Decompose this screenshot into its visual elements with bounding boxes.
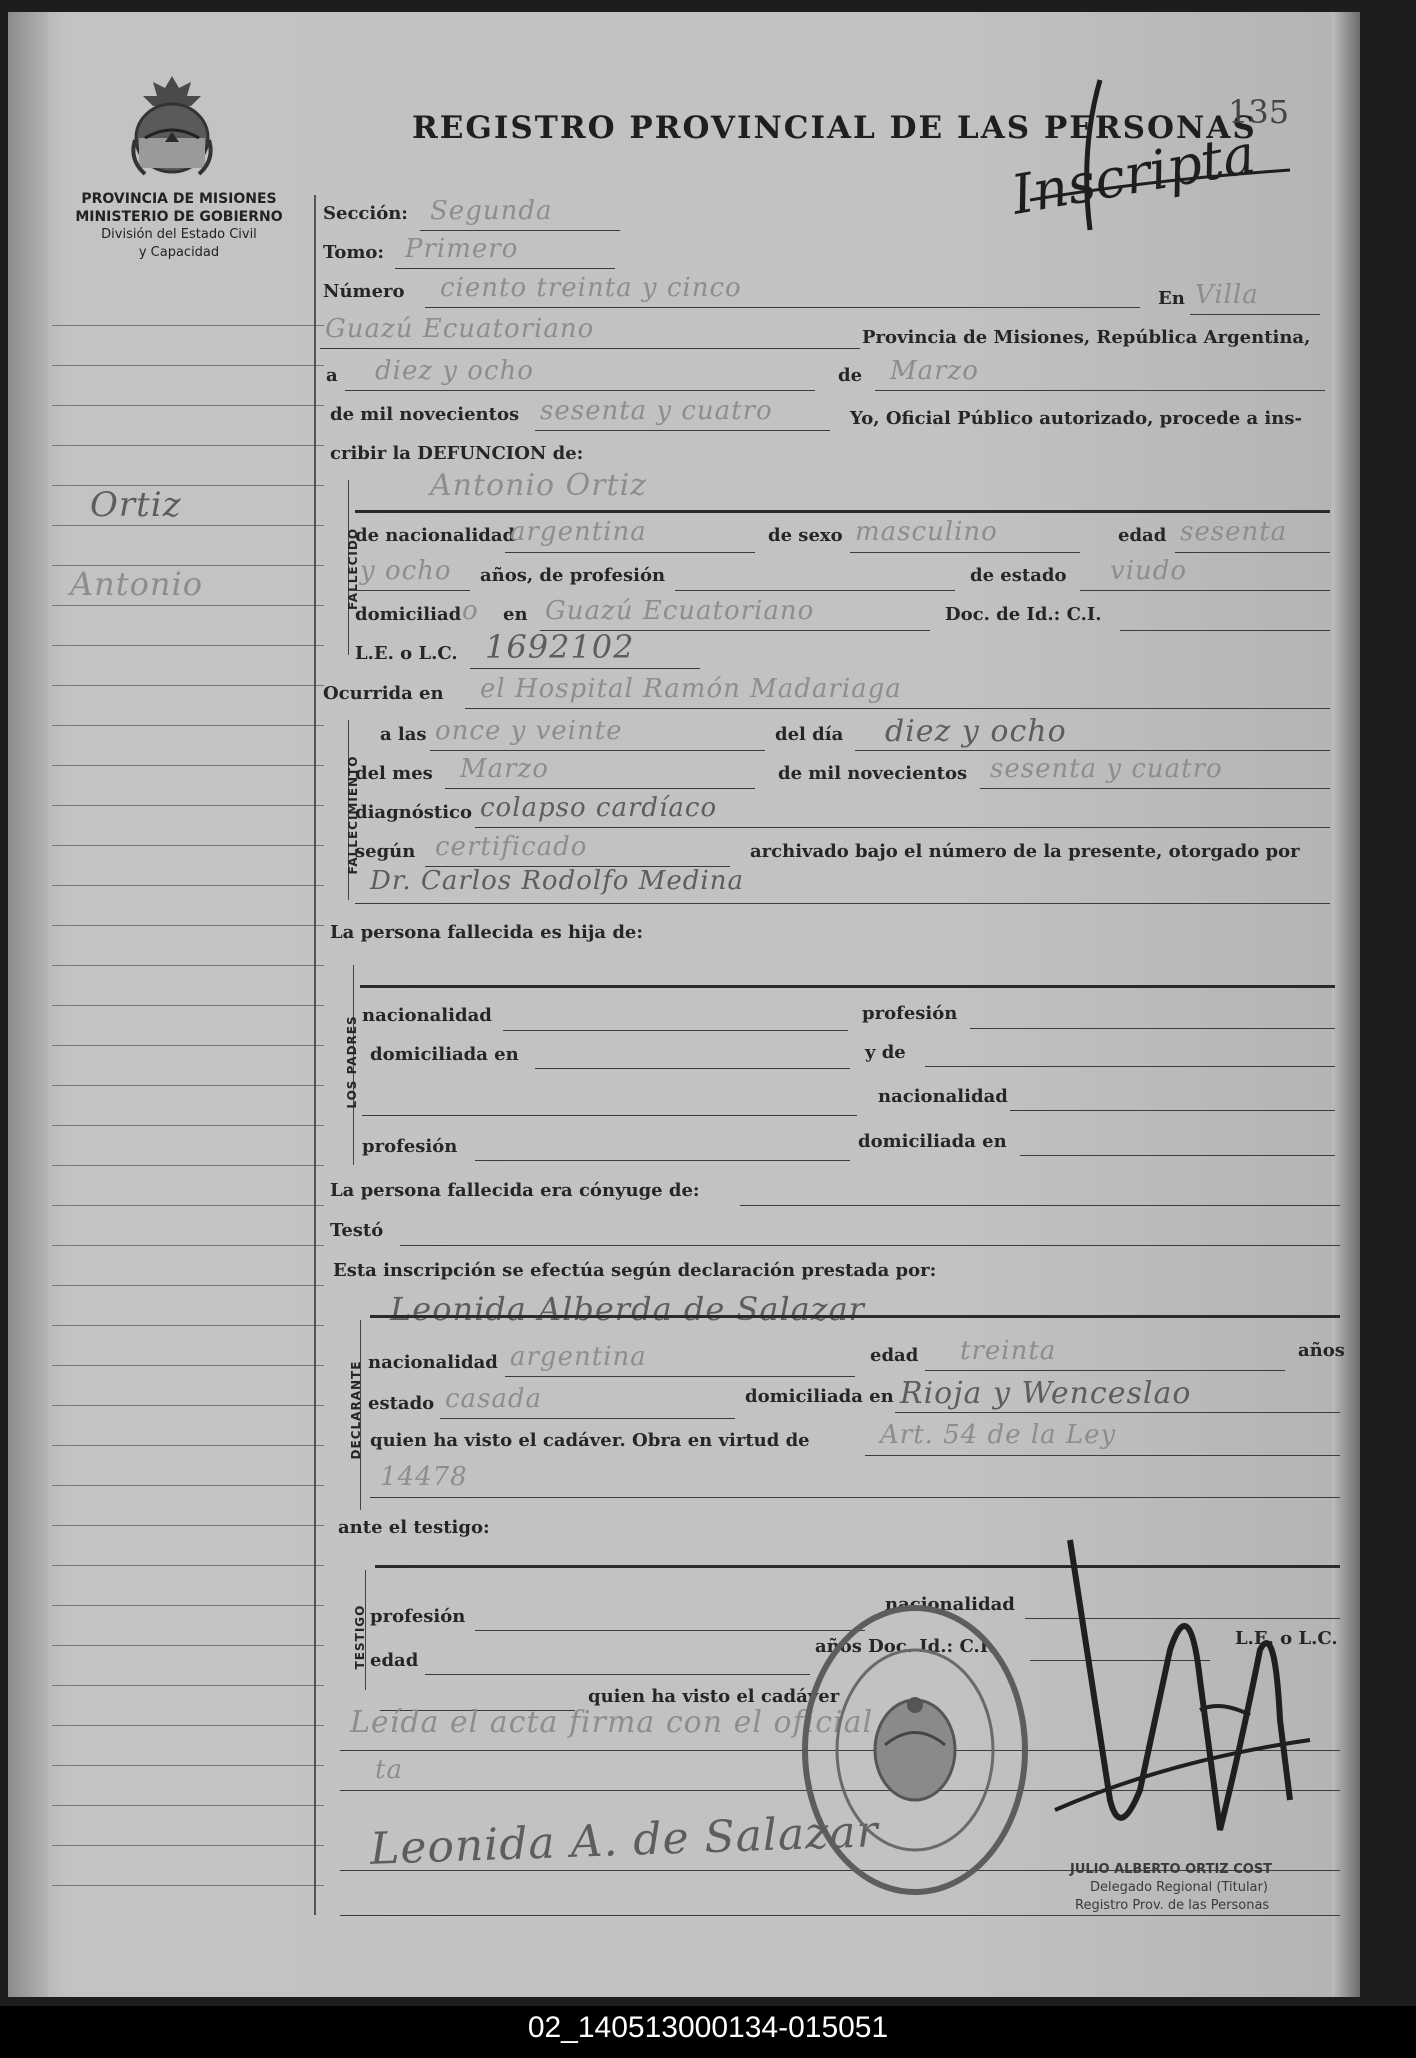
margin-rule-line <box>52 685 324 686</box>
padres-intro: La persona fallecida es hija de: <box>330 922 644 943</box>
margin-rule-line <box>52 845 324 846</box>
padre-profesion-label: profesión <box>862 1003 958 1024</box>
diagnostico-value: colapso cardíaco <box>480 793 718 823</box>
testigo-profesion-label: profesión <box>370 1606 466 1627</box>
margin-rule-line <box>52 1645 324 1646</box>
inscripta-handwriting <box>990 70 1310 240</box>
archivado-text: archivado bajo el número de la presente, otorgado por <box>750 841 1300 862</box>
le-value: 1692102 <box>485 628 635 666</box>
edad-value-2: y ocho <box>360 556 452 586</box>
margin-rule-line <box>52 765 324 766</box>
obra-en-virtud-value: Art. 54 de la Ley <box>880 1420 1117 1450</box>
division-line-1: División del Estado Civil <box>101 227 257 242</box>
official-text-2: cribir la DEFUNCION de: <box>330 443 584 464</box>
ocurrida-label: Ocurrida en <box>323 683 444 704</box>
official-text-1: Yo, Oficial Público autorizado, procede a ins- <box>850 408 1302 429</box>
segun-label: según <box>355 841 416 862</box>
testigo-section-label: TESTIGO <box>353 1604 367 1670</box>
margin-rule-line <box>52 1125 324 1126</box>
testigo-doc-label: años Doc. Id.: C.I. <box>815 1636 995 1657</box>
declarante-intro: Esta inscripción se efectúa según declaración prestada por: <box>333 1260 937 1281</box>
del-dia-label: del día <box>775 724 844 745</box>
margin-rule-line <box>52 1885 324 1886</box>
declarante-domicilio-value: Rioja y Wenceslao <box>900 1376 1192 1411</box>
declarante-anios-label: años <box>1298 1340 1345 1361</box>
numero-value: ciento treinta y cinco <box>440 273 742 303</box>
del-mes-label: del mes <box>355 763 433 784</box>
en-value: Villa <box>1195 280 1259 310</box>
seccion-value: Segunda <box>430 196 553 226</box>
testigo-le-label: L.E. o L.C. <box>1235 1628 1338 1649</box>
ocurrida-value: el Hospital Ramón Madariaga <box>480 674 902 704</box>
margin-rule-line <box>52 885 324 886</box>
page-title: REGISTRO PROVINCIAL DE LAS PERSONAS <box>412 110 1257 146</box>
margin-rule-line <box>52 1285 324 1286</box>
fallecido-section-label: FALLECIDO <box>346 527 360 611</box>
numero-label: Número <box>323 281 405 302</box>
declarante-estado-value: casada <box>445 1384 543 1414</box>
declarante-nacionalidad-value: argentina <box>510 1342 647 1372</box>
en-label: En <box>1158 288 1185 309</box>
padres-section-label: LOS PADRES <box>345 1015 359 1109</box>
margin-rule-line <box>52 1165 324 1166</box>
margin-rule-line <box>52 725 324 726</box>
testo-label: Testó <box>330 1220 384 1241</box>
mil-label: de mil novecientos <box>778 763 968 784</box>
margin-given-name: Antonio <box>70 565 203 603</box>
margin-rule-line <box>52 325 324 326</box>
margin-rule-line <box>52 965 324 966</box>
margin-rule-line <box>52 1245 324 1246</box>
margin-rule-line <box>52 605 324 606</box>
division-line-2: y Capacidad <box>138 245 220 260</box>
margin-rule-line <box>52 365 324 366</box>
doc-label: Doc. de Id.: C.I. <box>945 604 1102 625</box>
seccion-label: Sección: <box>323 203 408 224</box>
margin-rule-line <box>52 1405 324 1406</box>
anios-profesion-label: años, de profesión <box>480 565 666 586</box>
month-value: Marzo <box>890 356 979 386</box>
institution-header <box>46 190 312 262</box>
padre-domiciliada-label: domiciliada en <box>370 1044 519 1065</box>
declarante-domiciliada-label: domiciliada en <box>745 1386 894 1407</box>
page-right-edge <box>1332 12 1360 1997</box>
official-office: Registro Prov. de las Personas <box>1075 1898 1270 1913</box>
province-text: Provincia de Misiones, República Argentina, <box>862 327 1311 348</box>
margin-rule-line <box>52 1085 324 1086</box>
page-binding-edge <box>8 12 48 1997</box>
coat-of-arms-emblem <box>125 70 219 182</box>
folio-number: 135 <box>1228 93 1290 131</box>
edad-value-1: sesenta <box>1180 517 1288 547</box>
padre-nacionalidad-label: nacionalidad <box>362 1005 492 1026</box>
madre-profesion-label: profesión <box>362 1136 458 1157</box>
declarante-name: Leonida Alberda de Salazar <box>390 1290 865 1328</box>
margin-rule-line <box>52 445 324 446</box>
year-value: sesenta y cuatro <box>540 396 773 426</box>
segun-value: certificado <box>435 832 588 862</box>
dia-value: diez y ocho <box>885 714 1067 749</box>
declarante-estado-label: estado <box>368 1393 435 1414</box>
testigo-nacionalidad-label: nacionalidad <box>885 1594 1015 1615</box>
institution-line-2: MINISTERIO DE GOBIERNO <box>75 209 283 225</box>
testigo-intro: ante el testigo: <box>338 1517 490 1538</box>
tomo-value: Primero <box>405 234 519 264</box>
day-value: diez y ocho <box>375 356 534 386</box>
a-las-label: a las <box>380 724 427 745</box>
margin-rule-line <box>52 1565 324 1566</box>
margin-rule-line <box>52 1525 324 1526</box>
margin-rule-line <box>52 805 324 806</box>
margin-rule-line <box>52 1485 324 1486</box>
deceased-name: Antonio Ortiz <box>430 468 648 503</box>
declarante-edad-value: treinta <box>960 1336 1057 1366</box>
margin-rule-line <box>52 925 324 926</box>
sexo-label: de sexo <box>768 525 843 546</box>
mes-value: Marzo <box>460 754 549 784</box>
margin-rule-line <box>52 1205 324 1206</box>
nacionalidad-value: argentina <box>510 517 647 547</box>
nacionalidad-label: de nacionalidad <box>355 525 516 546</box>
sexo-value: masculino <box>855 517 998 547</box>
testigo-edad-label: edad <box>370 1650 419 1671</box>
y-de-label: y de <box>865 1042 906 1063</box>
declarante-signature: Leonida A. de Salazar <box>369 1806 880 1875</box>
diagnostico-label: diagnóstico <box>355 802 473 823</box>
margin-rule-line <box>52 525 324 526</box>
de-label: de <box>838 365 863 386</box>
tomo-label: Tomo: <box>323 242 385 263</box>
testigo-cadaver-text: quien ha visto el cadáver <box>588 1686 840 1707</box>
a-label: a <box>326 365 338 386</box>
domicilio-gender: o <box>462 596 479 626</box>
otorgado-por-value: Dr. Carlos Rodolfo Medina <box>370 866 744 896</box>
margin-rule-line <box>52 1725 324 1726</box>
le-label: L.E. o L.C. <box>355 643 458 664</box>
margin-rule-line <box>52 1765 324 1766</box>
margin-rule-line <box>52 405 324 406</box>
locality-value: Guazú Ecuatoriano <box>325 314 595 344</box>
madre-nacionalidad-label: nacionalidad <box>878 1086 1008 1107</box>
declarante-nacionalidad-label: nacionalidad <box>368 1352 498 1373</box>
domicilio-en-label: en <box>503 604 528 625</box>
domicilio-label: domiciliad <box>355 604 462 625</box>
margin-rule-line <box>52 1005 324 1006</box>
reading-note: Leída el acta firma con el oficial <box>350 1705 874 1740</box>
madre-domiciliada-label: domiciliada en <box>858 1131 1007 1152</box>
estado-value: viudo <box>1110 556 1188 586</box>
inscripta-text: Inscripta <box>1006 122 1260 227</box>
margin-rule-line <box>52 645 324 646</box>
document-id: 02_140513000134-015051 <box>527 2011 889 2044</box>
margin-rule-line <box>52 1325 324 1326</box>
margin-divider <box>314 195 316 1915</box>
official-role: Delegado Regional (Titular) <box>1090 1880 1268 1895</box>
reading-note-2: ta <box>375 1755 403 1785</box>
official-name: JULIO ALBERTO ORTIZ COST <box>1070 1862 1273 1877</box>
hora-value: once y veinte <box>435 716 623 746</box>
domicilio-value: Guazú Ecuatoriano <box>545 596 815 626</box>
margin-rule-line <box>52 1365 324 1366</box>
institution-line-1: PROVINCIA DE MISIONES <box>81 191 277 207</box>
edad-label: edad <box>1118 525 1167 546</box>
margin-rule-line <box>52 1685 324 1686</box>
year-prefix: de mil novecientos <box>330 404 520 425</box>
declarante-edad-label: edad <box>870 1345 919 1366</box>
anio-value: sesenta y cuatro <box>990 754 1223 784</box>
margin-rule-line <box>52 1445 324 1446</box>
margin-rule-line <box>52 1045 324 1046</box>
declarante-section-label: DECLARANTE <box>349 1360 363 1460</box>
margin-surname: Ortiz <box>90 485 182 525</box>
official-seal-stamp <box>790 1585 1040 1905</box>
ley-numero-value: 14478 <box>380 1462 468 1492</box>
fallecimiento-section-label: FALLECIMIENTO <box>346 755 360 875</box>
conyuge-label: La persona fallecida era cónyuge de: <box>330 1180 700 1201</box>
margin-rule-line <box>52 1805 324 1806</box>
margin-rule-line <box>52 1605 324 1606</box>
declarante-cadaver-text: quien ha visto el cadáver. Obra en virtud de <box>370 1430 810 1451</box>
estado-label: de estado <box>970 565 1067 586</box>
official-signature <box>1050 1500 1320 1920</box>
margin-rule-line <box>52 1845 324 1846</box>
